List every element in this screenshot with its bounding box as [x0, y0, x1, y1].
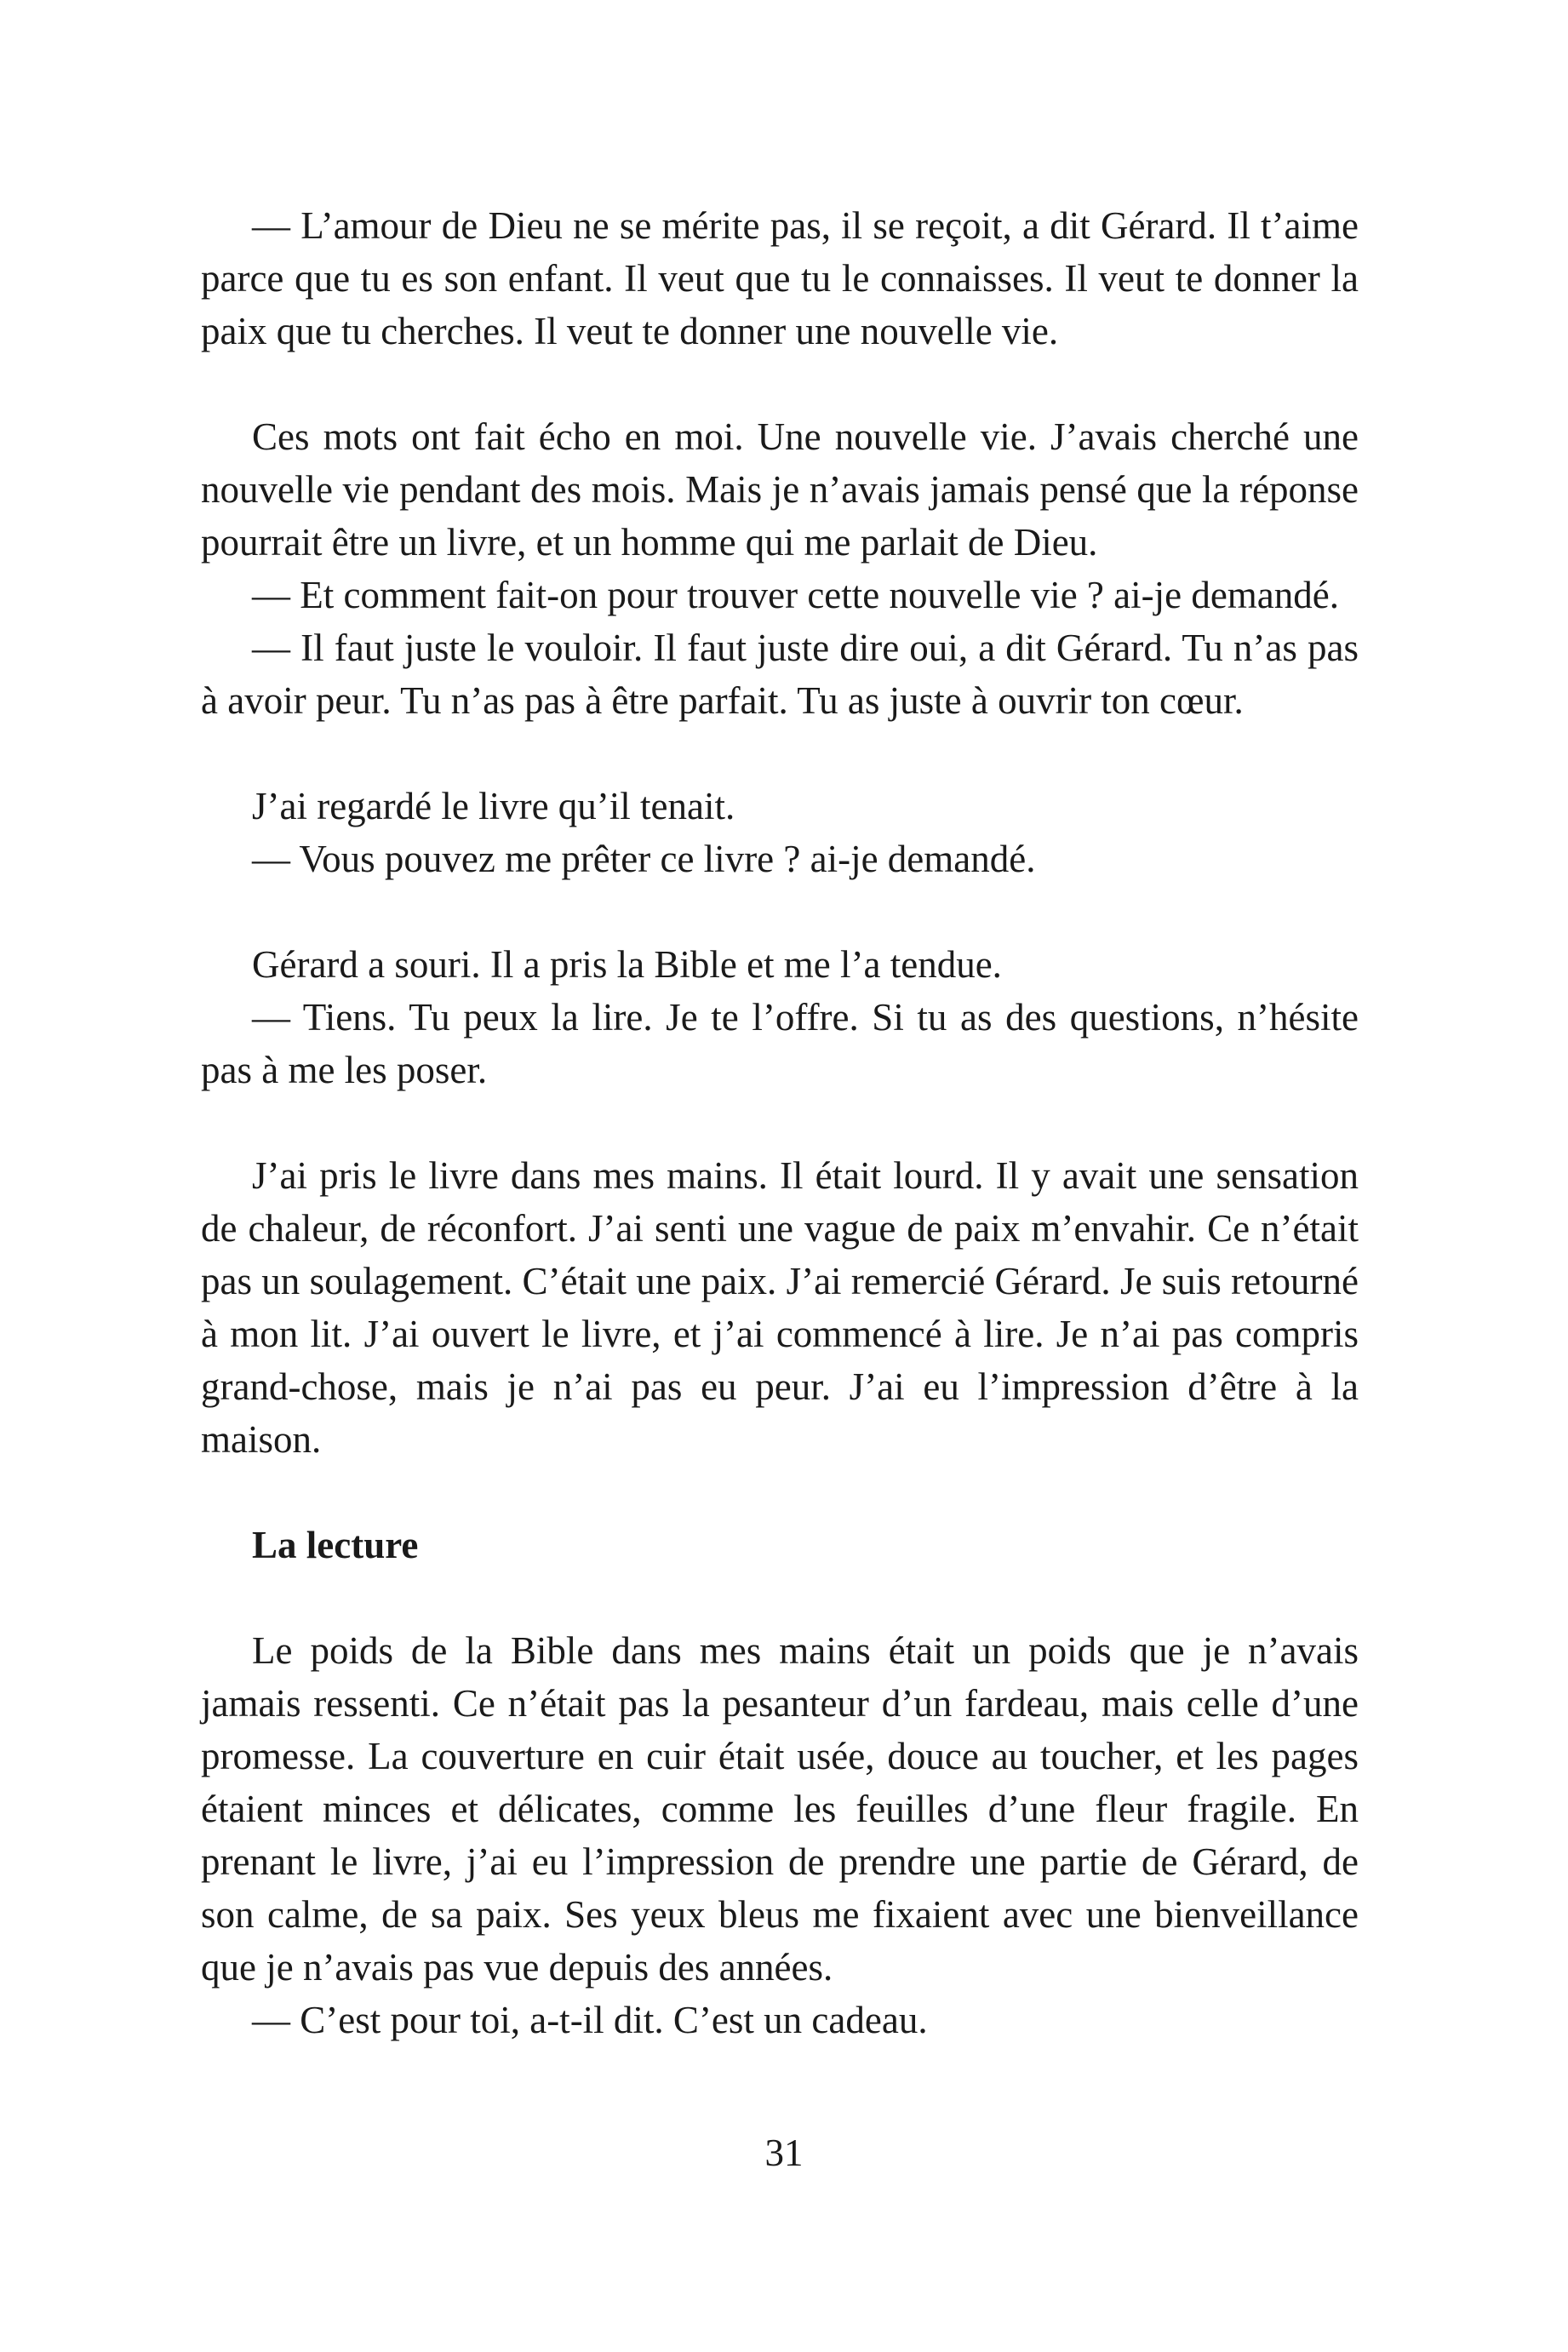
paragraph: Gérard a souri. Il a pris la Bible et me l’a tendue. — [252, 943, 1002, 986]
dialogue-line: — C’est pour toi, a-t-il dit. C’est un cadeau. — [252, 1999, 928, 2041]
dialogue-line: — Tiens. Tu peux la lire. Je te l’offre. Si tu as des questions, n’hésite pas à me les poser. — [201, 996, 1359, 1091]
paragraph: — L’amour de Dieu ne se mérite pas, il se reçoit, a dit Gérard. Il t’aime parce que tu es son enfant. Il veut que tu le connaisses. Il veut te donner la paix que tu cherches. Il veut te donner une nouvelle vie. — [201, 204, 1359, 352]
page-body — [201, 199, 1359, 2046]
section-heading: La lecture — [252, 1524, 419, 1566]
paragraph: Le poids de la Bible dans mes mains était un poids que je n’avais jamais ressenti. Ce n’était pas la pesanteur d’un fardeau, mais celle d’une promesse. La couverture en cuir était usée, douce au toucher, et les pages étaient minces et délicates, comme les feuilles d’une fleur fragile. En prenant le livre, j’ai eu l’impression de prendre une partie de Gérard, de son calme, de sa paix. Ses yeux bleus me fixaient avec une bienveillance que je n’avais pas vue depuis des années. — [201, 1629, 1359, 1989]
paragraph: Ces mots ont fait écho en moi. Une nouvelle vie. J’avais cherché une nouvelle vie pendant des mois. Mais je n’avais jamais pensé que la réponse pourrait être un livre, et un homme qui me parlait de Dieu. — [201, 415, 1359, 564]
paragraph: J’ai regardé le livre qu’il tenait. — [252, 785, 735, 827]
paragraph: J’ai pris le livre dans mes mains. Il était lourd. Il y avait une sensation de chaleur, de réconfort. J’ai senti une vague de paix m’envahir. Ce n’était pas un soulagement. C’était une paix. J’ai remercié Gérard. Je suis retourné à mon lit. J’ai ouvert le livre, et j’ai commencé à lire. Je n’ai pas compris grand-chose, mais je n’ai pas eu peur. J’ai eu l’impression d’être à la maison. — [201, 1154, 1359, 1461]
page-number: 31 — [764, 2132, 804, 2174]
dialogue-line: — Il faut juste le vouloir. Il faut juste dire oui, a dit Gérard. Tu n’as pas à avoir peur. Tu n’as pas à être parfait. Tu as juste à ouvrir ton cœur. — [201, 627, 1359, 722]
dialogue-line: — Vous pouvez me prêter ce livre ? ai-je demandé. — [252, 838, 1036, 880]
dialogue-line: — Et comment fait-on pour trouver cette nouvelle vie ? ai-je demandé. — [252, 574, 1340, 616]
